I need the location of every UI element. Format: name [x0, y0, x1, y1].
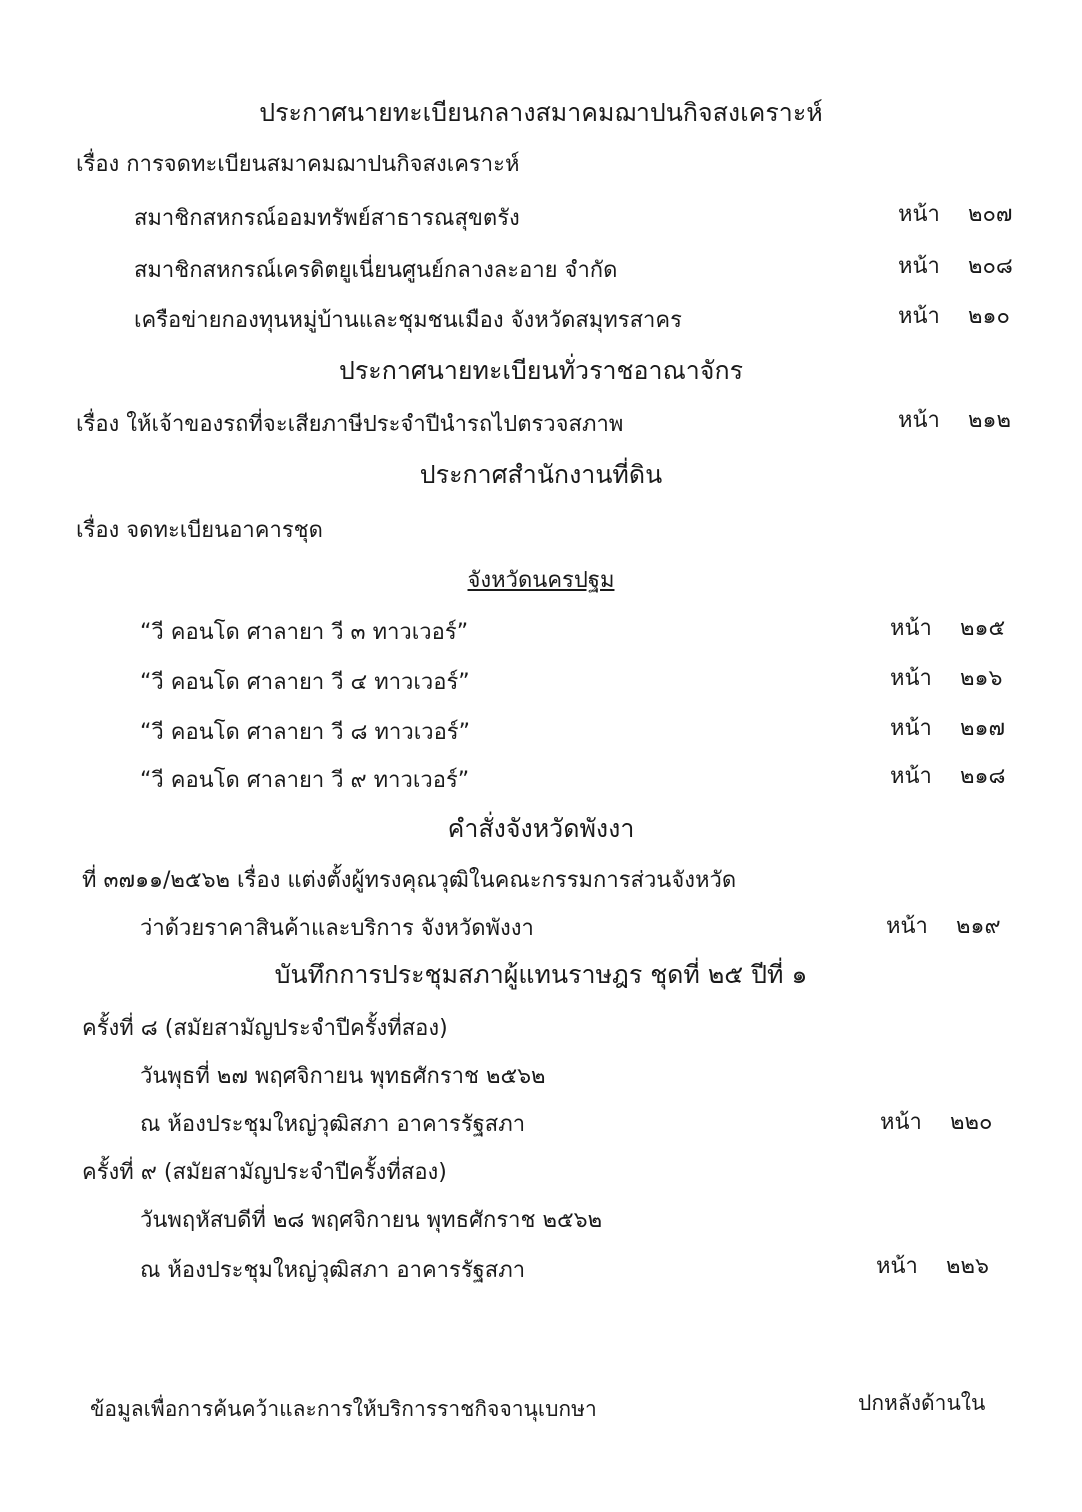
section-heading: บันทึกการประชุมสภาผู้แทนราษฎร ชุดที่ ๒๕ ปีที่ ๑: [274, 960, 808, 989]
page-reference: [890, 714, 1005, 744]
entry-title: “วี คอนโด ศาลายา วี ๘ ทาวเวอร์”: [140, 720, 471, 745]
page-number: ๒๐๘: [968, 254, 1013, 279]
page-reference: [890, 664, 1002, 694]
meeting-place: ณ ห้องประชุมใหญ่วุฒิสภา อาคารรัฐสภา: [140, 1258, 526, 1283]
page-reference: [898, 200, 1012, 230]
page-label: หน้า: [886, 914, 928, 939]
page-label: หน้า: [898, 304, 940, 329]
entry-title: “วี คอนโด ศาลายา วี ๔ ทาวเวอร์”: [140, 670, 470, 695]
meeting-date: วันพุธที่ ๒๗ พฤศจิกายน พุทธศักราช ๒๕๖๒: [140, 1064, 546, 1089]
page-number: ๒๑๕: [960, 616, 1006, 641]
page-number: ๒๑๒: [968, 408, 1011, 433]
meeting-place: ณ ห้องประชุมใหญ่วุฒิสภา อาคารรัฐสภา: [140, 1112, 526, 1137]
page-reference: [890, 762, 1005, 792]
page-label: หน้า: [890, 666, 932, 691]
page-label: หน้า: [890, 616, 932, 641]
page-number: ๒๑๗: [960, 716, 1006, 741]
page-reference: [898, 406, 1011, 436]
footer-source: ข้อมูลเพื่อการค้นคว้าและการให้บริการราชกิจจานุเบกษา: [90, 1397, 597, 1421]
section-heading: ประกาศสำนักงานที่ดิน: [419, 460, 663, 489]
page-number: ๒๑๐: [968, 304, 1010, 329]
page-reference: [876, 1252, 989, 1282]
entry-title: “วี คอนโด ศาลายา วี ๙ ทาวเวอร์”: [140, 768, 470, 793]
entry-title: เครือข่ายกองทุนหมู่บ้านและชุมชนเมือง จังหวัดสมุทรสาคร: [134, 308, 682, 333]
page-number: ๒๑๙: [956, 914, 1001, 939]
page-number: ๒๒๖: [946, 1254, 989, 1279]
page-label: หน้า: [898, 202, 940, 227]
entry-title: สมาชิกสหกรณ์ออมทรัพย์สาธารณสุขตรัง: [134, 206, 520, 231]
meeting-date: วันพฤหัสบดีที่ ๒๘ พฤศจิกายน พุทธศักราช ๒๕๖๒: [140, 1208, 603, 1233]
page-number: ๒๑๘: [960, 764, 1006, 789]
page-reference: [898, 252, 1013, 282]
page-label: หน้า: [890, 716, 932, 741]
meeting-title: ครั้งที่ ๙ (สมัยสามัญประจำปีครั้งที่สอง): [82, 1160, 447, 1185]
page-reference: [898, 302, 1010, 332]
order-line: ที่ ๓๗๑๑/๒๕๖๒ เรื่อง แต่งตั้งผู้ทรงคุณวุฒิในคณะกรรมการส่วนจังหวัด: [82, 868, 737, 893]
entry-title: สมาชิกสหกรณ์เครดิตยูเนี่ยนศูนย์กลางละอาย จำกัด: [134, 258, 618, 283]
page-label: หน้า: [890, 764, 932, 789]
page-label: หน้า: [898, 408, 940, 433]
page-label: หน้า: [876, 1254, 918, 1279]
province-subheading: จังหวัดนครปฐม: [467, 568, 615, 593]
page-number: ๒๒๐: [950, 1110, 993, 1135]
subject-line: เรื่อง การจดทะเบียนสมาคมฌาปนกิจสงเคราะห์: [76, 152, 520, 177]
entry-title: “วี คอนโด ศาลายา วี ๓ ทาวเวอร์”: [140, 620, 469, 645]
page-label: หน้า: [898, 254, 940, 279]
section-heading: ประกาศนายทะเบียนทั่วราชอาณาจักร: [338, 356, 744, 385]
subject-line: เรื่อง ให้เจ้าของรถที่จะเสียภาษีประจำปีนำรถไปตรวจสภาพ: [76, 412, 624, 437]
page-reference: [886, 912, 1001, 942]
page-number: ๒๐๗: [968, 202, 1013, 227]
section-heading: ประกาศนายทะเบียนกลางสมาคมฌาปนกิจสงเคราะห์: [259, 98, 823, 127]
order-line-continued: ว่าด้วยราคาสินค้าและบริการ จังหวัดพังงา: [140, 916, 534, 941]
footer-page-position: ปกหลังด้านใน: [858, 1391, 986, 1415]
page-reference: [880, 1108, 992, 1138]
meeting-title: ครั้งที่ ๘ (สมัยสามัญประจำปีครั้งที่สอง): [82, 1016, 448, 1041]
page-reference: [890, 614, 1005, 644]
page-number: ๒๑๖: [960, 666, 1003, 691]
page-label: หน้า: [880, 1110, 922, 1135]
section-heading: คำสั่งจังหวัดพังงา: [447, 814, 635, 843]
subject-line: เรื่อง จดทะเบียนอาคารชุด: [76, 518, 323, 543]
